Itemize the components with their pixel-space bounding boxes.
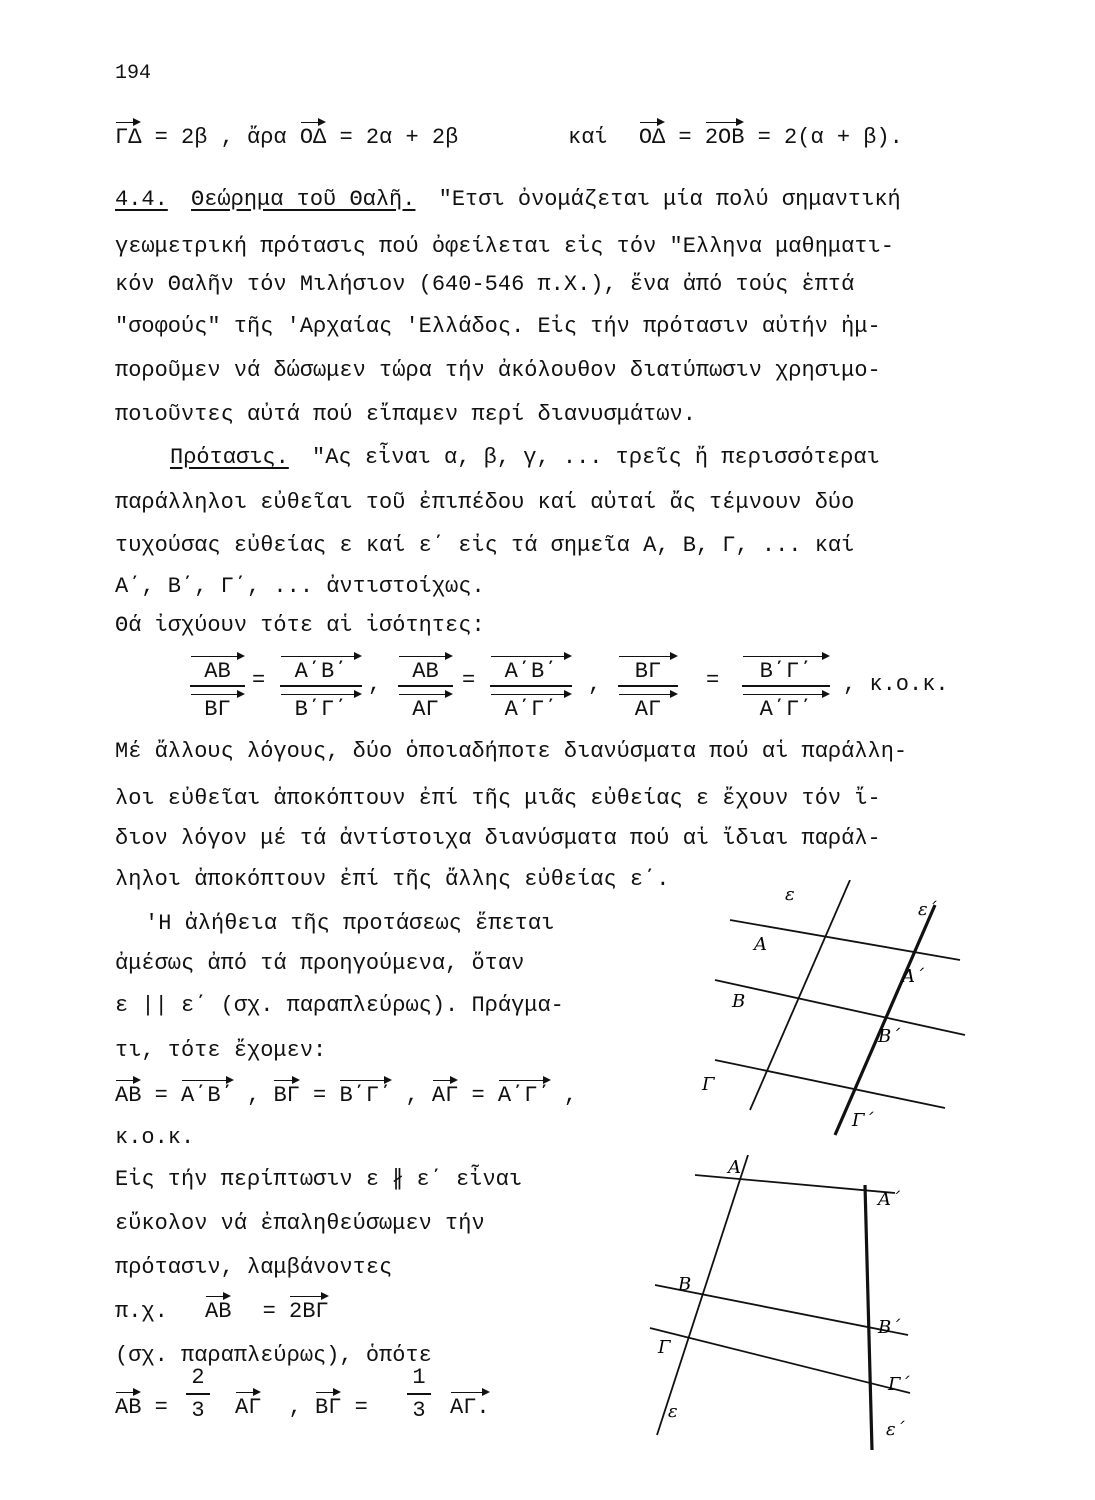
plus-2b: + 2β — [405, 125, 459, 150]
fraction-bar — [618, 685, 678, 687]
equals: = — [354, 1395, 368, 1420]
label-B1: Β΄ — [878, 1317, 901, 1338]
proposition-line-0 — [170, 444, 880, 472]
label-A1: Α΄ — [878, 1189, 900, 1210]
comma: , — [368, 672, 382, 697]
eq-2b: = 2β — [154, 125, 208, 150]
eq-2a: = 2α — [339, 125, 393, 150]
vector-ag: ΑΓ — [235, 1388, 261, 1418]
ratio-2-right — [490, 652, 572, 720]
vector-b1g1: Β΄Γ΄ — [339, 1076, 392, 1106]
figure-parallel-lines — [690, 880, 980, 1140]
proposition-line-1: παράλληλοι εὐθεῖαι τοῦ ἐπιπέδου καί αὐταί ἄς τέμνουν δύο — [115, 490, 855, 515]
ratio-1-num: ΑΒ — [190, 652, 245, 682]
label-A: Α — [728, 1157, 741, 1178]
parallel-a — [695, 1175, 895, 1193]
label-B1: Β΄ — [878, 1026, 901, 1047]
paragraph2-line-2: διον λόγον μέ τά ἀντίστοιχα διανύσματα πού αἱ ἴδιαι παράλ- — [115, 826, 881, 851]
line-e-prime — [835, 905, 935, 1135]
equals: = — [313, 1083, 327, 1108]
paragraph3-line-2: ε || ε΄ (σχ. παραπλεύρως). Πράγμα- — [115, 993, 564, 1018]
vector-od-2: ΟΔ — [639, 118, 665, 148]
fraction-bar — [490, 685, 572, 687]
eq-tail: = 2(α + β). — [757, 125, 903, 150]
ratio-1-den2: Β΄Γ΄ — [280, 690, 362, 720]
ratio-1-right — [280, 652, 362, 720]
ara-word: , ἄρα — [220, 125, 287, 150]
label-e: ε — [668, 1401, 678, 1422]
equation-line-1 — [115, 118, 458, 152]
fraction-one-third — [407, 1365, 431, 1423]
ratio-2-num: ΑΒ — [398, 652, 453, 682]
denominator: 3 — [191, 1398, 205, 1423]
section-title: Θεώρημα τοῦ Θαλῆ. — [191, 187, 416, 212]
equals: = — [678, 125, 692, 150]
fraction-bar — [280, 685, 362, 687]
label-G1: Γ΄ — [852, 1110, 874, 1131]
numerator: 1 — [412, 1365, 426, 1390]
parallel-equations — [115, 1076, 577, 1110]
kai-word: καί — [568, 125, 608, 150]
end-comma: , — [563, 1083, 578, 1108]
paragraph2-line-3: ληλοι ἀποκόπτουν ἐπί τῆς ἄλλης εὐθείας ε΄. — [115, 867, 670, 892]
label-A: Α — [754, 934, 767, 955]
line-e-prime — [865, 1185, 872, 1450]
vector-bg: ΒΓ — [315, 1388, 341, 1418]
ratio-3-num2: Β΄Γ΄ — [742, 652, 830, 682]
example-line — [115, 1292, 329, 1326]
paragraph3-line-3: τι, τότε ἔχομεν: — [115, 1038, 327, 1063]
proposition-rest: "Ας εἶναι α, β, γ, ... τρεῖς ἤ περισσότεραι — [312, 445, 880, 470]
vector-ag: ΑΓ — [432, 1076, 458, 1106]
ratio-3-den2: Α΄Γ΄ — [742, 690, 830, 720]
fraction-bar — [742, 685, 830, 687]
ratio-3-num: ΒΓ — [618, 652, 678, 682]
parallel-g — [715, 1060, 945, 1108]
fraction-bar — [190, 685, 245, 687]
equals: = — [262, 1299, 276, 1324]
vector-ab: ΑΒ — [115, 1076, 141, 1106]
ratio-tail: , κ.ο.κ. — [843, 672, 949, 697]
paragraph2-line-0: Μέ ἄλλους λόγους, δύο ὁποιαδήποτε διανύσματα πού αἱ παράλλη- — [115, 739, 908, 764]
paragraph2-line-1: λοι εὐθεῖαι ἀποκόπτουν ἐπί τῆς μιᾶς εὐθείας ε ἔχουν τόν ἴ- — [115, 786, 881, 811]
label-e1: ε΄ — [918, 899, 937, 920]
equals: = — [252, 668, 266, 693]
label-e1: ε΄ — [886, 1419, 905, 1440]
final-eq-ab — [115, 1388, 168, 1422]
ratio-1-left — [190, 652, 245, 720]
final-eq-ag — [235, 1388, 368, 1422]
equals: = — [154, 1395, 168, 1420]
vector-2bg: 2ΒΓ — [289, 1292, 329, 1322]
vector-od: ΟΔ — [300, 118, 326, 148]
label-e: ε — [785, 884, 795, 905]
label-B: Β — [732, 991, 746, 1012]
paragraph4-line-0: Εἰς τήν περίπτωσιν ε ∦ ε΄ εἶναι — [115, 1167, 523, 1192]
proposition-label: Πρότασις. — [170, 445, 289, 470]
fraction-bar — [186, 1393, 210, 1395]
section-line-0: "Ετσι ὀνομάζεται μία πολύ σημαντική — [438, 187, 901, 212]
ratio-1-den: ΒΓ — [190, 690, 245, 720]
equals: = — [462, 668, 476, 693]
comma: , — [247, 1083, 261, 1108]
comma: , — [405, 1083, 419, 1108]
equals: = — [154, 1083, 168, 1108]
label-G: Γ — [702, 1074, 715, 1095]
label-G1: Γ΄ — [888, 1374, 910, 1395]
equals: = — [471, 1083, 485, 1108]
example-prefix: π.χ. — [115, 1299, 168, 1324]
equals: = — [706, 668, 720, 693]
section-number: 4.4. — [115, 187, 168, 212]
vector-ag: ΑΓ. — [450, 1388, 490, 1418]
proposition-line-3: Α΄, Β΄, Γ΄, ... ἀντιστοίχως. — [115, 574, 485, 599]
label-B: Β — [678, 1274, 692, 1295]
parallel-b — [715, 980, 965, 1035]
proposition-line-4: Θά ἰσχύουν τότε αἱ ἰσότητες: — [115, 613, 485, 638]
fraction-two-thirds — [186, 1365, 210, 1423]
section-line-2: κόν Θαλῆν τόν Μιλήσιον (640-546 π.Χ.), ἕνα ἀπό τούς ἑπτά — [115, 272, 855, 297]
ratio-1-num2: Α΄Β΄ — [280, 652, 362, 682]
paragraph3-line-1: ἀμέσως ἀπό τά προηγούμενα, ὅταν — [115, 951, 525, 976]
equation-line-1b — [568, 118, 903, 152]
kok-line: κ.ο.κ. — [115, 1125, 195, 1150]
comma: , — [288, 1395, 302, 1420]
vector-gd: ΓΔ — [115, 118, 141, 148]
line-e — [750, 880, 850, 1110]
ratio-2-den: ΑΓ — [398, 690, 453, 720]
example-line-2: (σχ. παραπλεύρως), ὁπότε — [115, 1343, 432, 1368]
vector-bg: ΒΓ — [273, 1076, 299, 1106]
section-line-1: γεωμετρική πρότασις πού ὀφείλεται εἰς τόν "Ελληνα μαθηματι- — [115, 234, 894, 259]
ratio-3-right — [742, 652, 830, 720]
vector-ab: ΑΒ — [115, 1388, 141, 1418]
vector-a1g1: Α΄Γ΄ — [498, 1076, 551, 1106]
fraction-bar — [407, 1393, 431, 1395]
fraction-bar — [398, 685, 453, 687]
page-number: 194 — [115, 62, 152, 85]
ratio-3-left — [618, 652, 678, 720]
paragraph4-line-2: πρότασιν, λαμβάνοντες — [115, 1255, 393, 1280]
proposition-line-2: τυχούσας εὐθείας ε καί ε΄ εἰς τά σημεῖα Α, Β, Γ, ... καί — [115, 533, 855, 558]
ratio-2-left — [398, 652, 453, 720]
final-eq-ag2 — [450, 1388, 490, 1422]
figure-nonparallel-lines — [640, 1155, 950, 1455]
paragraph3-line-0: 'Η ἀλήθεια τῆς προτάσεως ἕπεται — [145, 911, 555, 936]
vector-ob: 2ΟΒ — [705, 118, 745, 148]
denominator: 3 — [412, 1398, 426, 1423]
paragraph4-line-1: εὔκολον νά ἐπαληθεύσωμεν τήν — [115, 1211, 485, 1236]
numerator: 2 — [191, 1365, 205, 1390]
vector-ab: ΑΒ — [205, 1292, 231, 1322]
parallel-b — [655, 1285, 908, 1335]
section-line-5: ποιοῦντες αὐτά πού εἴπαμεν περί διανυσμάτων. — [115, 402, 696, 427]
label-G: Γ — [658, 1337, 671, 1358]
ratio-2-num2: Α΄Β΄ — [490, 652, 572, 682]
label-A1: Α΄ — [902, 966, 924, 987]
section-line-3: "σοφούς" τῆς 'Αρχαίας 'Ελλάδος. Εἰς τήν πρότασιν αὐτήν ἠμ- — [115, 314, 881, 339]
ratio-2-den2: Α΄Γ΄ — [490, 690, 572, 720]
ratio-3-den: ΑΓ — [618, 690, 678, 720]
section-heading-line — [115, 186, 901, 214]
comma: , — [588, 672, 602, 697]
section-line-4: ποροῦμεν νά δώσωμεν τώρα τήν ἀκόλουθον διατύπωσιν χρησιμο- — [115, 358, 881, 383]
vector-a1b1: Α΄Β΄ — [181, 1076, 234, 1106]
